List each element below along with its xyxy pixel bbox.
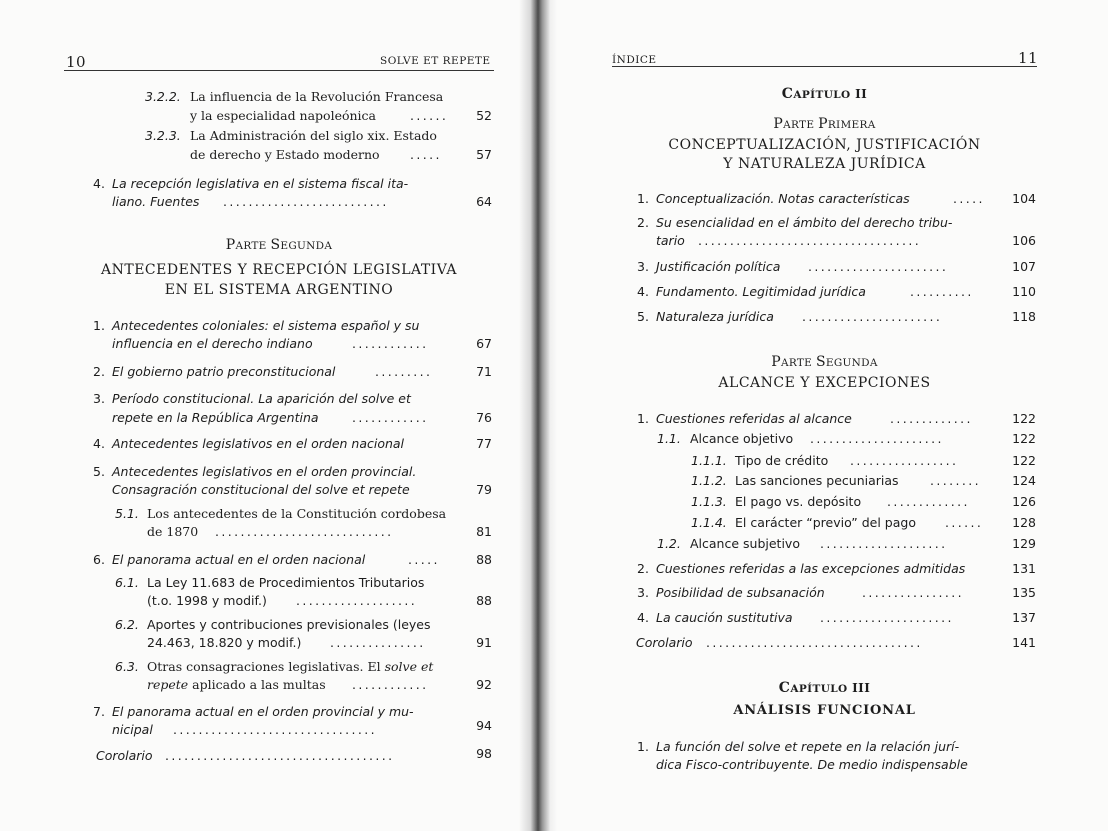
section-title: ALCANCE Y EXCEPCIONES [718, 375, 931, 391]
part-label: PARTE SEGUNDA [225, 237, 333, 253]
section-title: CONCEPTUALIZACIÓN, JUSTIFICACIÓN [668, 137, 981, 153]
left-page-number: 10 [66, 53, 87, 71]
chapter-heading: CAPÍTULO III [778, 680, 871, 696]
right-running-title: ÍNDICE [612, 54, 657, 66]
section-title: EN EL SISTEMA ARGENTINO [164, 282, 394, 298]
left-running-title: SOLVE ET REPETE [380, 55, 491, 67]
part-label: PARTE PRIMERA [773, 116, 876, 132]
section-title: ANTECEDENTES Y RECEPCIÓN LEGISLATIVA [101, 262, 457, 278]
chapter-heading: CAPÍTULO II [781, 86, 868, 102]
book-gutter [519, 0, 557, 831]
chapter-title: ANÁLISIS FUNCIONAL [733, 703, 916, 718]
part-label: PARTE SEGUNDA [771, 354, 878, 370]
left-header-rule [64, 70, 494, 71]
right-header-rule [612, 66, 1037, 67]
left-page: 10 SOLVE ET REPETE 3.2.2. La influencia de la Revolución Francesa y la especialidad napoleónica ...... 52 3.2.3. La Administración del siglo xix. Estado de derecho y Estado moderno ..... 57 4. La recepción legislativa en el sistema fiscal ita- liano. Fuentes .......................... 64 PARTE SEGUNDA ANTECEDENTES Y RECEPCIÓN LEGISLATIVA EN EL SISTEMA ARGENTINO 1. Antecedentes coloniales: el sistema español y su influencia en el derecho indiano ............ 67 2. El gobierno patrio preconstitucional ......... 71 3. Período constitucional. La aparición del solve et repete en la República Argentina ............ 76 4. Antecedentes legislativos en el orden nacional 77 5. Antecedentes legislativos en el orden provincial. Consagración constitucional del solve et repete 79 5.1. Los antecedentes de la Constitución cordobesa de 1870 ............................ 81 6. El panorama actual en el orden nacional ..... 88 6.1. La Ley 11.683 de Procedimientos Tributarios (t.o. 1998 y modif.) ................... 88 6.2. Aportes y contribuciones previsionales (leyes 24.463, 18.820 y modif.) ............... 91 6.3. Otras consagraciones legislativas. El solve et repete aplicado a las multas ............ 92 7. El panorama actual en el orden provincial y mu- nicipal ................................ 94 Corolario .................................... 98 [0, 0, 540, 831]
section-title: Y NATURALEZA JURÍDICA [723, 156, 926, 172]
right-page: ÍNDICE 11 CAPÍTULO II PARTE PRIMERA CONCEPTUALIZACIÓN, JUSTIFICACIÓN Y NATURALEZA JURÍDICA 1. Conceptualización. Notas características ..... 104 2. Su esencialidad en el ámbito del derecho tribu- tario ................................... 106 3. Justificación política ...................... 107 4. Fundamento. Legitimidad jurídica .......... 110 5. Naturaleza jurídica ...................... 118 PARTE SEGUNDA ALCANCE Y EXCEPCIONES 1. Cuestiones referidas al alcance ............. 122 1.1. Alcance objetivo ..................... 122 1.1.1. Tipo de crédito ................. 122 1.1.2. Las sanciones pecuniarias ........ 124 1.1.3. El pago vs. depósito ............. 126 1.1.4. El carácter “previo” del pago ...... 128 1.2. Alcance subjetivo .................... 129 2. Cuestiones referidas a las excepciones admitidas 131 3. Posibilidad de subsanación ................ 135 4. La caución sustitutiva ..................... 137 Corolario .................................. 141 CAPÍTULO III ANÁLISIS FUNCIONAL 1. La función del solve et repete en la relación jurí- dica Fisco-contribuyente. De medio indispensable [540, 0, 1108, 831]
right-page-number: 11 [1018, 49, 1039, 67]
